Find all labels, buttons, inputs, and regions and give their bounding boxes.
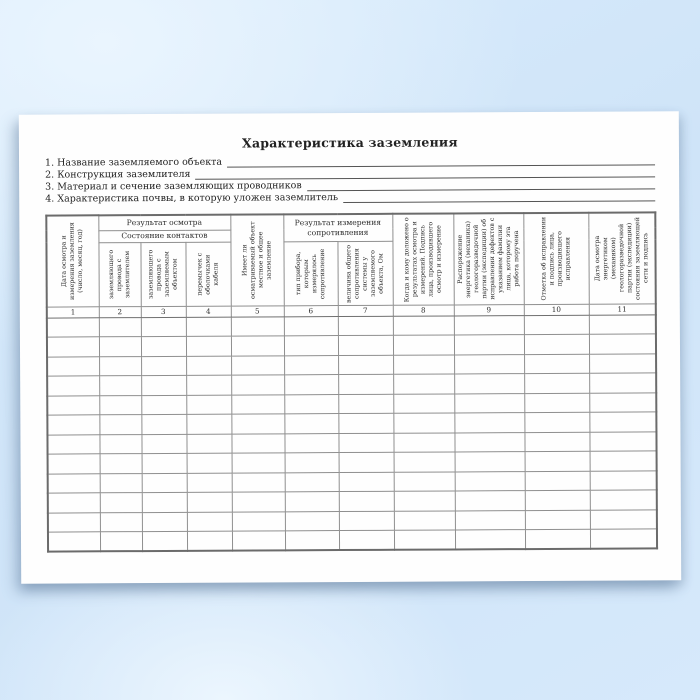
empty-cell	[284, 433, 338, 453]
empty-cell	[285, 531, 339, 551]
empty-cell	[454, 354, 524, 374]
col-header-wire-to-grounder	[98, 242, 140, 306]
empty-cell	[393, 432, 454, 452]
empty-cell	[231, 433, 284, 453]
form-line-label: 4. Характеристика почвы, в которую уложен заземлитель	[45, 192, 339, 205]
empty-cell	[284, 414, 338, 434]
empty-cell	[589, 373, 656, 393]
empty-cell	[339, 511, 394, 531]
empty-cell	[589, 412, 656, 432]
empty-cell	[186, 414, 231, 434]
col-number: 6	[284, 305, 338, 316]
col-header-wire-to-object	[140, 242, 185, 306]
empty-cell	[232, 511, 285, 531]
empty-cell	[338, 316, 393, 336]
fill-in-blank	[307, 178, 655, 191]
empty-cell	[47, 317, 99, 337]
empty-cell	[100, 532, 142, 552]
col-number: 5	[231, 305, 284, 316]
empty-cell	[48, 532, 100, 552]
empty-cell	[284, 336, 338, 356]
empty-cell	[590, 529, 657, 549]
empty-cell	[186, 356, 231, 376]
empty-cell	[141, 414, 186, 434]
empty-cell	[48, 454, 100, 474]
empty-cell	[187, 453, 232, 473]
empty-cell	[589, 392, 656, 412]
table-body	[47, 314, 657, 551]
empty-cell	[231, 355, 284, 375]
table-row	[48, 529, 657, 552]
empty-cell	[590, 451, 657, 471]
empty-cell	[454, 374, 524, 394]
col-number: 7	[338, 305, 393, 316]
empty-cell	[590, 509, 657, 529]
empty-cell	[338, 433, 393, 453]
header-row-groups	[46, 212, 655, 230]
empty-cell	[187, 512, 232, 532]
empty-cell	[284, 355, 338, 375]
group-header-resistance-measurement: Результат измерения сопротивления	[283, 214, 392, 242]
empty-cell	[186, 395, 231, 415]
empty-cell	[455, 452, 525, 472]
empty-cell	[141, 375, 186, 395]
empty-cell	[393, 354, 454, 374]
empty-cell	[231, 375, 284, 395]
paper-form-page	[19, 111, 681, 583]
col-number: 2	[99, 306, 141, 317]
col-number: 8	[393, 304, 454, 315]
empty-cell	[524, 354, 589, 374]
form-line-label: 1. Название заземляемого объекта	[45, 156, 223, 169]
empty-cell	[393, 335, 454, 355]
col-header-device-type	[283, 241, 337, 305]
empty-cell	[284, 316, 338, 336]
empty-cell	[100, 512, 142, 532]
empty-cell	[393, 393, 454, 413]
empty-cell	[589, 353, 656, 373]
empty-cell	[186, 336, 231, 356]
empty-cell	[99, 395, 141, 415]
empty-cell	[454, 335, 524, 355]
col-header-engineer-date	[588, 212, 655, 303]
empty-cell	[142, 473, 187, 493]
fill-in-blank	[343, 190, 655, 203]
empty-cell	[47, 356, 99, 376]
empty-cell	[285, 511, 339, 531]
col-number: 9	[454, 304, 524, 315]
col-header-reported-to	[392, 213, 453, 304]
empty-cell	[393, 374, 454, 394]
empty-cell	[284, 375, 338, 395]
empty-cell	[589, 314, 656, 334]
empty-cell	[142, 492, 187, 512]
col-header-jumpers	[185, 242, 230, 306]
col-number: 11	[589, 303, 656, 314]
group-header-contacts-state: Состояние контактов	[98, 230, 230, 243]
empty-cell	[394, 510, 455, 530]
vertical-text: Когда и кому доложено о результатах осмотра и измерений. Подпись лица, производившего осмотр и измерение	[402, 216, 443, 302]
empty-cell	[99, 376, 141, 396]
empty-cell	[524, 334, 589, 354]
vertical-text: перемычек с оболочками кабеля	[195, 252, 220, 296]
empty-cell	[187, 492, 232, 512]
empty-cell	[99, 356, 141, 376]
vertical-text: заземляющего провода с заземляемым объектом	[146, 249, 179, 299]
empty-cell	[142, 453, 187, 473]
fill-in-blank	[227, 154, 655, 167]
empty-cell	[525, 471, 590, 491]
empty-cell	[524, 315, 589, 335]
form-line-label: 2. Конструкция заземлителя	[45, 168, 191, 181]
empty-cell	[524, 393, 589, 413]
empty-cell	[47, 434, 99, 454]
empty-cell	[48, 493, 100, 513]
empty-cell	[338, 394, 393, 414]
empty-cell	[454, 413, 524, 433]
vertical-text: тип прибора, которым измерялось сопротивление	[294, 247, 326, 299]
empty-cell	[454, 432, 524, 452]
grounding-log-table	[45, 211, 658, 552]
col-number: 1	[47, 306, 99, 317]
empty-cell	[99, 317, 141, 337]
empty-cell	[589, 334, 656, 354]
empty-cell	[186, 317, 231, 337]
col-header-resistance-value	[337, 241, 392, 305]
col-header-correction-mark	[523, 213, 588, 304]
empty-cell	[455, 510, 525, 530]
empty-cell	[99, 434, 141, 454]
empty-cell	[99, 415, 141, 435]
empty-cell	[100, 473, 142, 493]
empty-cell	[589, 431, 656, 451]
empty-cell	[394, 530, 455, 550]
empty-cell	[590, 470, 657, 490]
empty-cell	[231, 414, 284, 434]
vertical-text: Дата осмотра и измерения заземления (число, месяц, год)	[60, 222, 84, 301]
empty-cell	[524, 373, 589, 393]
empty-cell	[394, 471, 455, 491]
empty-cell	[394, 452, 455, 472]
empty-cell	[187, 531, 232, 551]
empty-cell	[48, 473, 100, 493]
empty-cell	[454, 315, 524, 335]
empty-cell	[141, 336, 186, 356]
empty-cell	[187, 473, 232, 493]
empty-cell	[141, 317, 186, 337]
empty-cell	[524, 412, 589, 432]
empty-cell	[285, 453, 339, 473]
empty-cell	[394, 491, 455, 511]
empty-cell	[99, 337, 141, 357]
empty-cell	[285, 492, 339, 512]
empty-cell	[455, 491, 525, 511]
empty-cell	[141, 356, 186, 376]
col-header-date	[46, 215, 98, 306]
vertical-text: Имеет ли осматриваемый объект местное и общее заземление	[240, 221, 273, 300]
vertical-text: Дата осмотра энергетиком (механиком) геологоразведочной партии (экспедиции) состояния заземляющей сети и подпись	[593, 216, 650, 300]
empty-cell	[142, 531, 187, 551]
empty-cell	[338, 355, 393, 375]
empty-cell	[231, 316, 284, 336]
empty-cell	[142, 512, 187, 532]
empty-cell	[284, 394, 338, 414]
empty-cell	[339, 530, 394, 550]
empty-cell	[454, 393, 524, 413]
empty-cell	[100, 493, 142, 513]
empty-cell	[141, 434, 186, 454]
col-number: 3	[141, 306, 186, 317]
group-header-inspection-result: Результат осмотра	[98, 215, 230, 231]
empty-cell	[47, 395, 99, 415]
empty-cell	[232, 492, 285, 512]
empty-cell	[525, 529, 590, 549]
empty-cell	[525, 490, 590, 510]
empty-cell	[186, 434, 231, 454]
empty-cell	[339, 452, 394, 472]
col-header-has-grounding	[230, 214, 283, 305]
vertical-text: величина общего сопротивления системы у заземляемого объекта, Ом	[344, 243, 385, 303]
empty-cell	[231, 336, 284, 356]
empty-cell	[524, 432, 589, 452]
empty-cell	[339, 472, 394, 492]
empty-cell	[285, 472, 339, 492]
empty-cell	[455, 530, 525, 550]
vertical-text: Отметка об исправлении и подпись лица, производившего исправления	[539, 216, 572, 301]
empty-cell	[338, 413, 393, 433]
col-number: 4	[186, 306, 231, 317]
empty-cell	[231, 394, 284, 414]
empty-cell	[47, 376, 99, 396]
empty-cell	[338, 374, 393, 394]
empty-cell	[232, 453, 285, 473]
empty-cell	[186, 375, 231, 395]
empty-cell	[338, 335, 393, 355]
page-title: Характеристика заземления	[241, 134, 458, 151]
empty-cell	[232, 472, 285, 492]
form-line-label: 3. Материал и сечение заземляющих проводников	[45, 180, 302, 193]
col-header-order	[453, 213, 523, 304]
col-number: 10	[524, 304, 589, 315]
empty-cell	[455, 471, 525, 491]
empty-cell	[141, 395, 186, 415]
empty-cell	[48, 512, 100, 532]
empty-cell	[232, 531, 285, 551]
empty-cell	[393, 413, 454, 433]
empty-cell	[393, 315, 454, 335]
empty-cell	[590, 490, 657, 510]
empty-cell	[525, 451, 590, 471]
empty-cell	[47, 337, 99, 357]
empty-cell	[339, 491, 394, 511]
vertical-text: заземляющего провода с заземлителем	[107, 249, 131, 299]
vertical-text: Распоряжение энергетика (механика) геологоразведочной партии (экспедиции) об исправлении дефектов с указанием фамилии лица, которому эта работа поручена	[456, 217, 520, 301]
empty-cell	[100, 454, 142, 474]
empty-cell	[47, 415, 99, 435]
empty-cell	[525, 510, 590, 530]
